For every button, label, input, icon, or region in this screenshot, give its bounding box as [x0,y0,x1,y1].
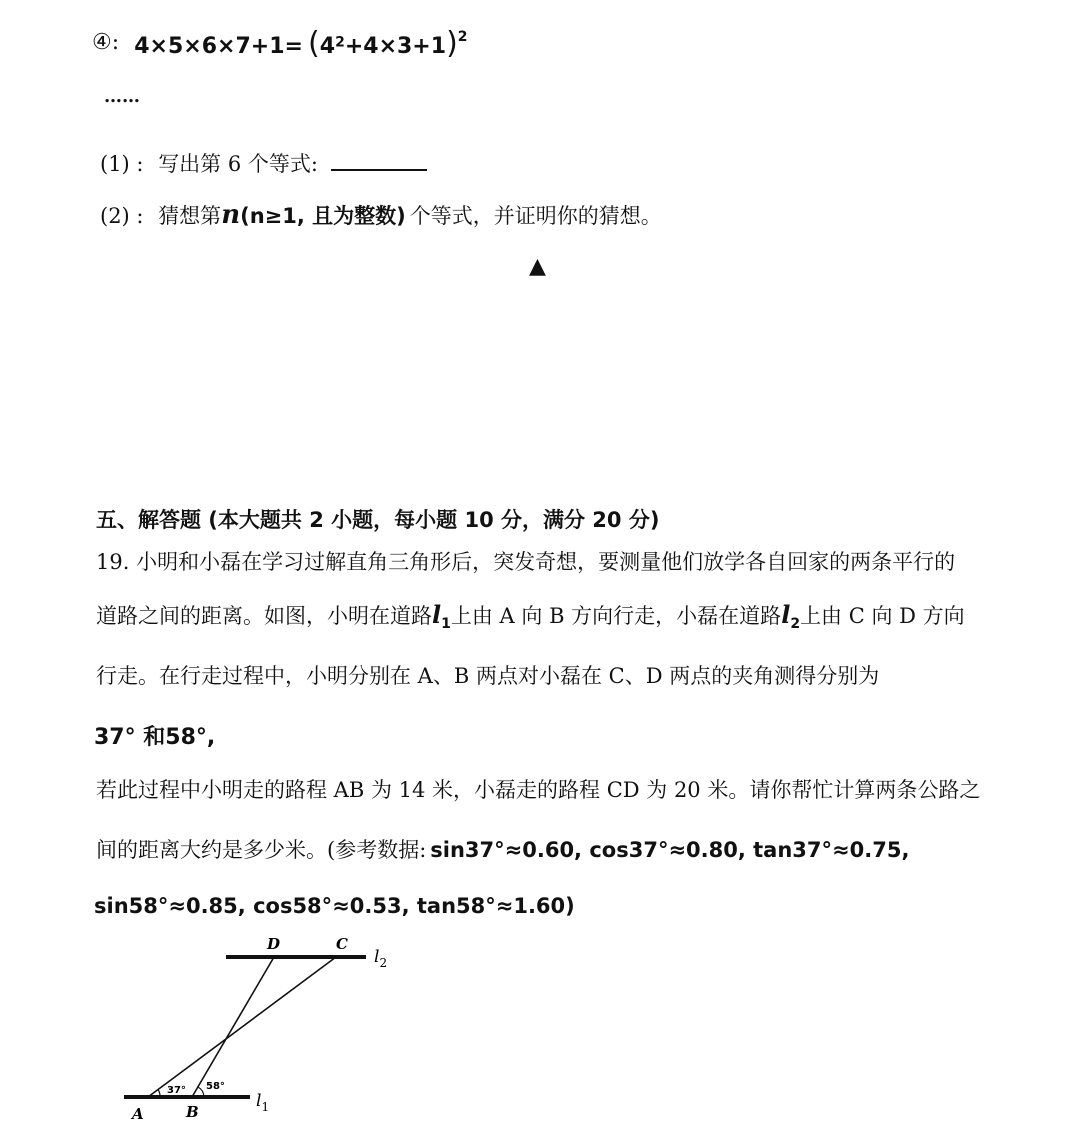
road-label-l1-var: l [256,1091,262,1111]
road-label-l1-sub: 1 [261,1100,270,1114]
road-1-var: l [432,600,442,629]
road-label-l1 [256,1091,269,1114]
problem-19-line-3: 行走。在行走过程中，小明分别在 A、B 两点对小磊在 C、D 两点的夹角测得分别为 [96,664,880,688]
road-label-l2-sub: 2 [379,956,388,970]
equation-outer-exp: 2 [457,28,468,45]
problem-19-line-5: 若此过程中小明走的路程 AB 为 14 米，小磊走的路程 CD 为 20 米。请你帮忙计算两条公路之 [96,778,981,802]
equation-paren-open: ( [308,26,320,61]
reference-data-2: sin58°≈0.85, cos58°≈0.53, tan58°≈1.60) [94,894,575,918]
angle-label-b: 58° [206,1081,225,1092]
equation-middle: +4×3+1 [344,34,447,59]
problem-19-line-6 [96,834,909,864]
segment-ac [148,957,336,1097]
road-2-var: l [781,600,791,629]
question-2-var-n: n [221,200,241,230]
point-label-b: B [186,1103,199,1121]
ellipsis: …… [104,86,140,107]
problem-19-line-4: 37° 和58°, [94,725,216,750]
equation-label: ④: [92,30,120,55]
equation-paren-close: ) [446,26,458,61]
road-label-l2 [374,947,387,970]
road-2-sub: 2 [790,616,801,633]
question-1 [100,148,427,178]
answer-blank [331,151,427,171]
angle-label-a: 37° [167,1085,186,1096]
problem-19-line-6a: 间的距离大约是多少米。(参考数据: [96,838,427,862]
question-2-condition: (n≥1, 且为整数) [240,204,406,228]
reference-data-1: sin37°≈0.60, cos37°≈0.80, tan37°≈0.75, [430,838,910,862]
equation-base-exp: 2 [335,34,345,51]
segment-bd [192,957,274,1097]
question-1-text: 写出第 6 个等式: [158,152,318,176]
point-label-a: A [132,1105,144,1123]
question-2-label: (2) : [100,204,144,228]
problem-19-line-1: 19. 小明和小磊在学习过解直角三角形后，突发奇想，要测量他们放学各自回家的两条平行的 [96,550,956,574]
road-label-l2-var: l [374,947,380,967]
section-title: 五、解答题 (本大题共 2 小题，每小题 10 分，满分 20 分) [96,508,660,532]
geometry-figure [110,930,410,1130]
question-2-text-before: 猜想第 [158,204,222,228]
question-1-label: (1) : [100,152,144,176]
question-2 [100,200,662,230]
equation-4 [92,26,468,70]
equation-base: 4 [319,34,336,59]
point-label-c: C [336,935,348,953]
problem-19-line-2b: 上由 A 向 B 方向行走，小磊在道路 [450,604,782,628]
road-1-sub: 1 [441,616,451,633]
point-label-d: D [267,935,281,953]
problem-19-line-2a: 道路之间的距离。如图，小明在道路 [96,604,432,628]
problem-19-line-2c: 上由 C 向 D 方向 [800,604,965,628]
question-2-text-after: 个等式，并证明你的猜想。 [409,204,662,228]
equation-lhs: 4×5×6×7+1= [134,34,303,59]
triangle-marker: ▲ [529,254,546,279]
problem-19-line-2 [96,600,965,632]
